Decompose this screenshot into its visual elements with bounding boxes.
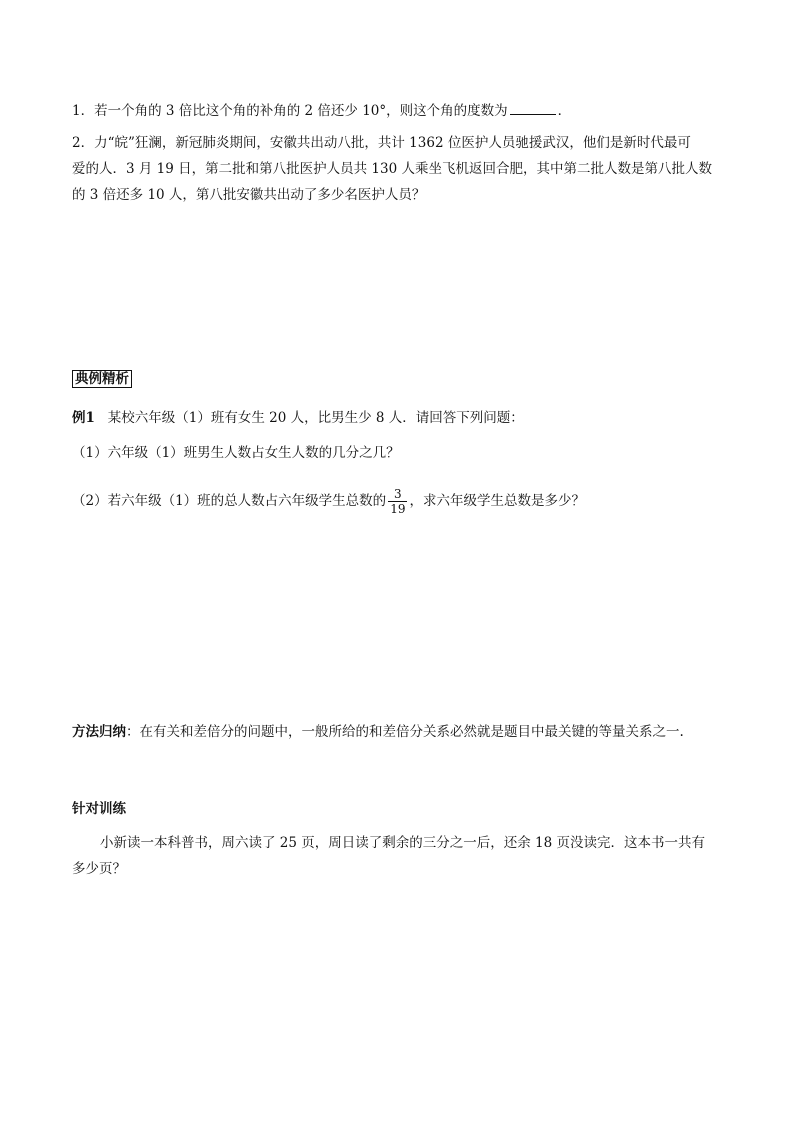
- answer-blank[interactable]: [510, 100, 556, 115]
- fraction-numerator: 3: [388, 487, 407, 502]
- method-summary: [72, 723, 684, 741]
- sub-question-2-after: ，求六年级学生总数是多少？: [409, 493, 585, 509]
- method-label: 方法归纳: [72, 724, 126, 740]
- method-text: ：在有关和差倍分的问题中，一般所给的和差倍分关系必然就是题目中最关键的等量关系之一.: [126, 724, 684, 740]
- question-2-line-3: 的 3 倍还多 10 人，第八批安徽共出动了多少名医护人员？: [72, 187, 426, 203]
- question-2-line-2: 爱的人．3 月 19 日，第二批和第八批医护人员共 130 人乘坐飞机返回合肥，其中第二批人数是第八批人数: [72, 161, 712, 177]
- example-text: 某校六年级（1）班有女生 20 人，比男生少 8 人．请回答下列问题：: [107, 410, 524, 426]
- training-line-2: 多少页？: [72, 861, 126, 877]
- example-section-heading: [72, 370, 132, 388]
- example-1: [72, 409, 524, 427]
- question-1-end: ．: [557, 103, 572, 119]
- fraction: [388, 487, 407, 516]
- example-heading-box: 典例精析: [72, 370, 132, 388]
- example-label: 例1: [72, 410, 95, 426]
- example-sub-question-2: [72, 484, 585, 518]
- question-1: [72, 100, 571, 120]
- question-1-text: 1．若一个角的 3 倍比这个角的补角的 2 倍还少 10°，则这个角的度数为: [72, 103, 508, 119]
- fraction-denominator: 19: [390, 502, 406, 516]
- training-line-1: 小新读一本科普书，周六读了 25 页，周日读了剩余的三分之一后，还余 18 页没读完．这本书一共有: [100, 835, 706, 851]
- example-sub-question-1: （1）六年级（1）班男生人数占女生人数的几分之几？: [72, 445, 400, 461]
- sub-question-2-before: （2）若六年级（1）班的总人数占六年级学生总数的: [72, 493, 387, 509]
- training-heading: 针对训练: [72, 801, 126, 817]
- question-2-line-1: 2．力“皖”狂澜，新冠肺炎期间，安徽共出动八批，共计 1362 位医护人员驰援武汉，他们是新时代最可: [72, 135, 691, 151]
